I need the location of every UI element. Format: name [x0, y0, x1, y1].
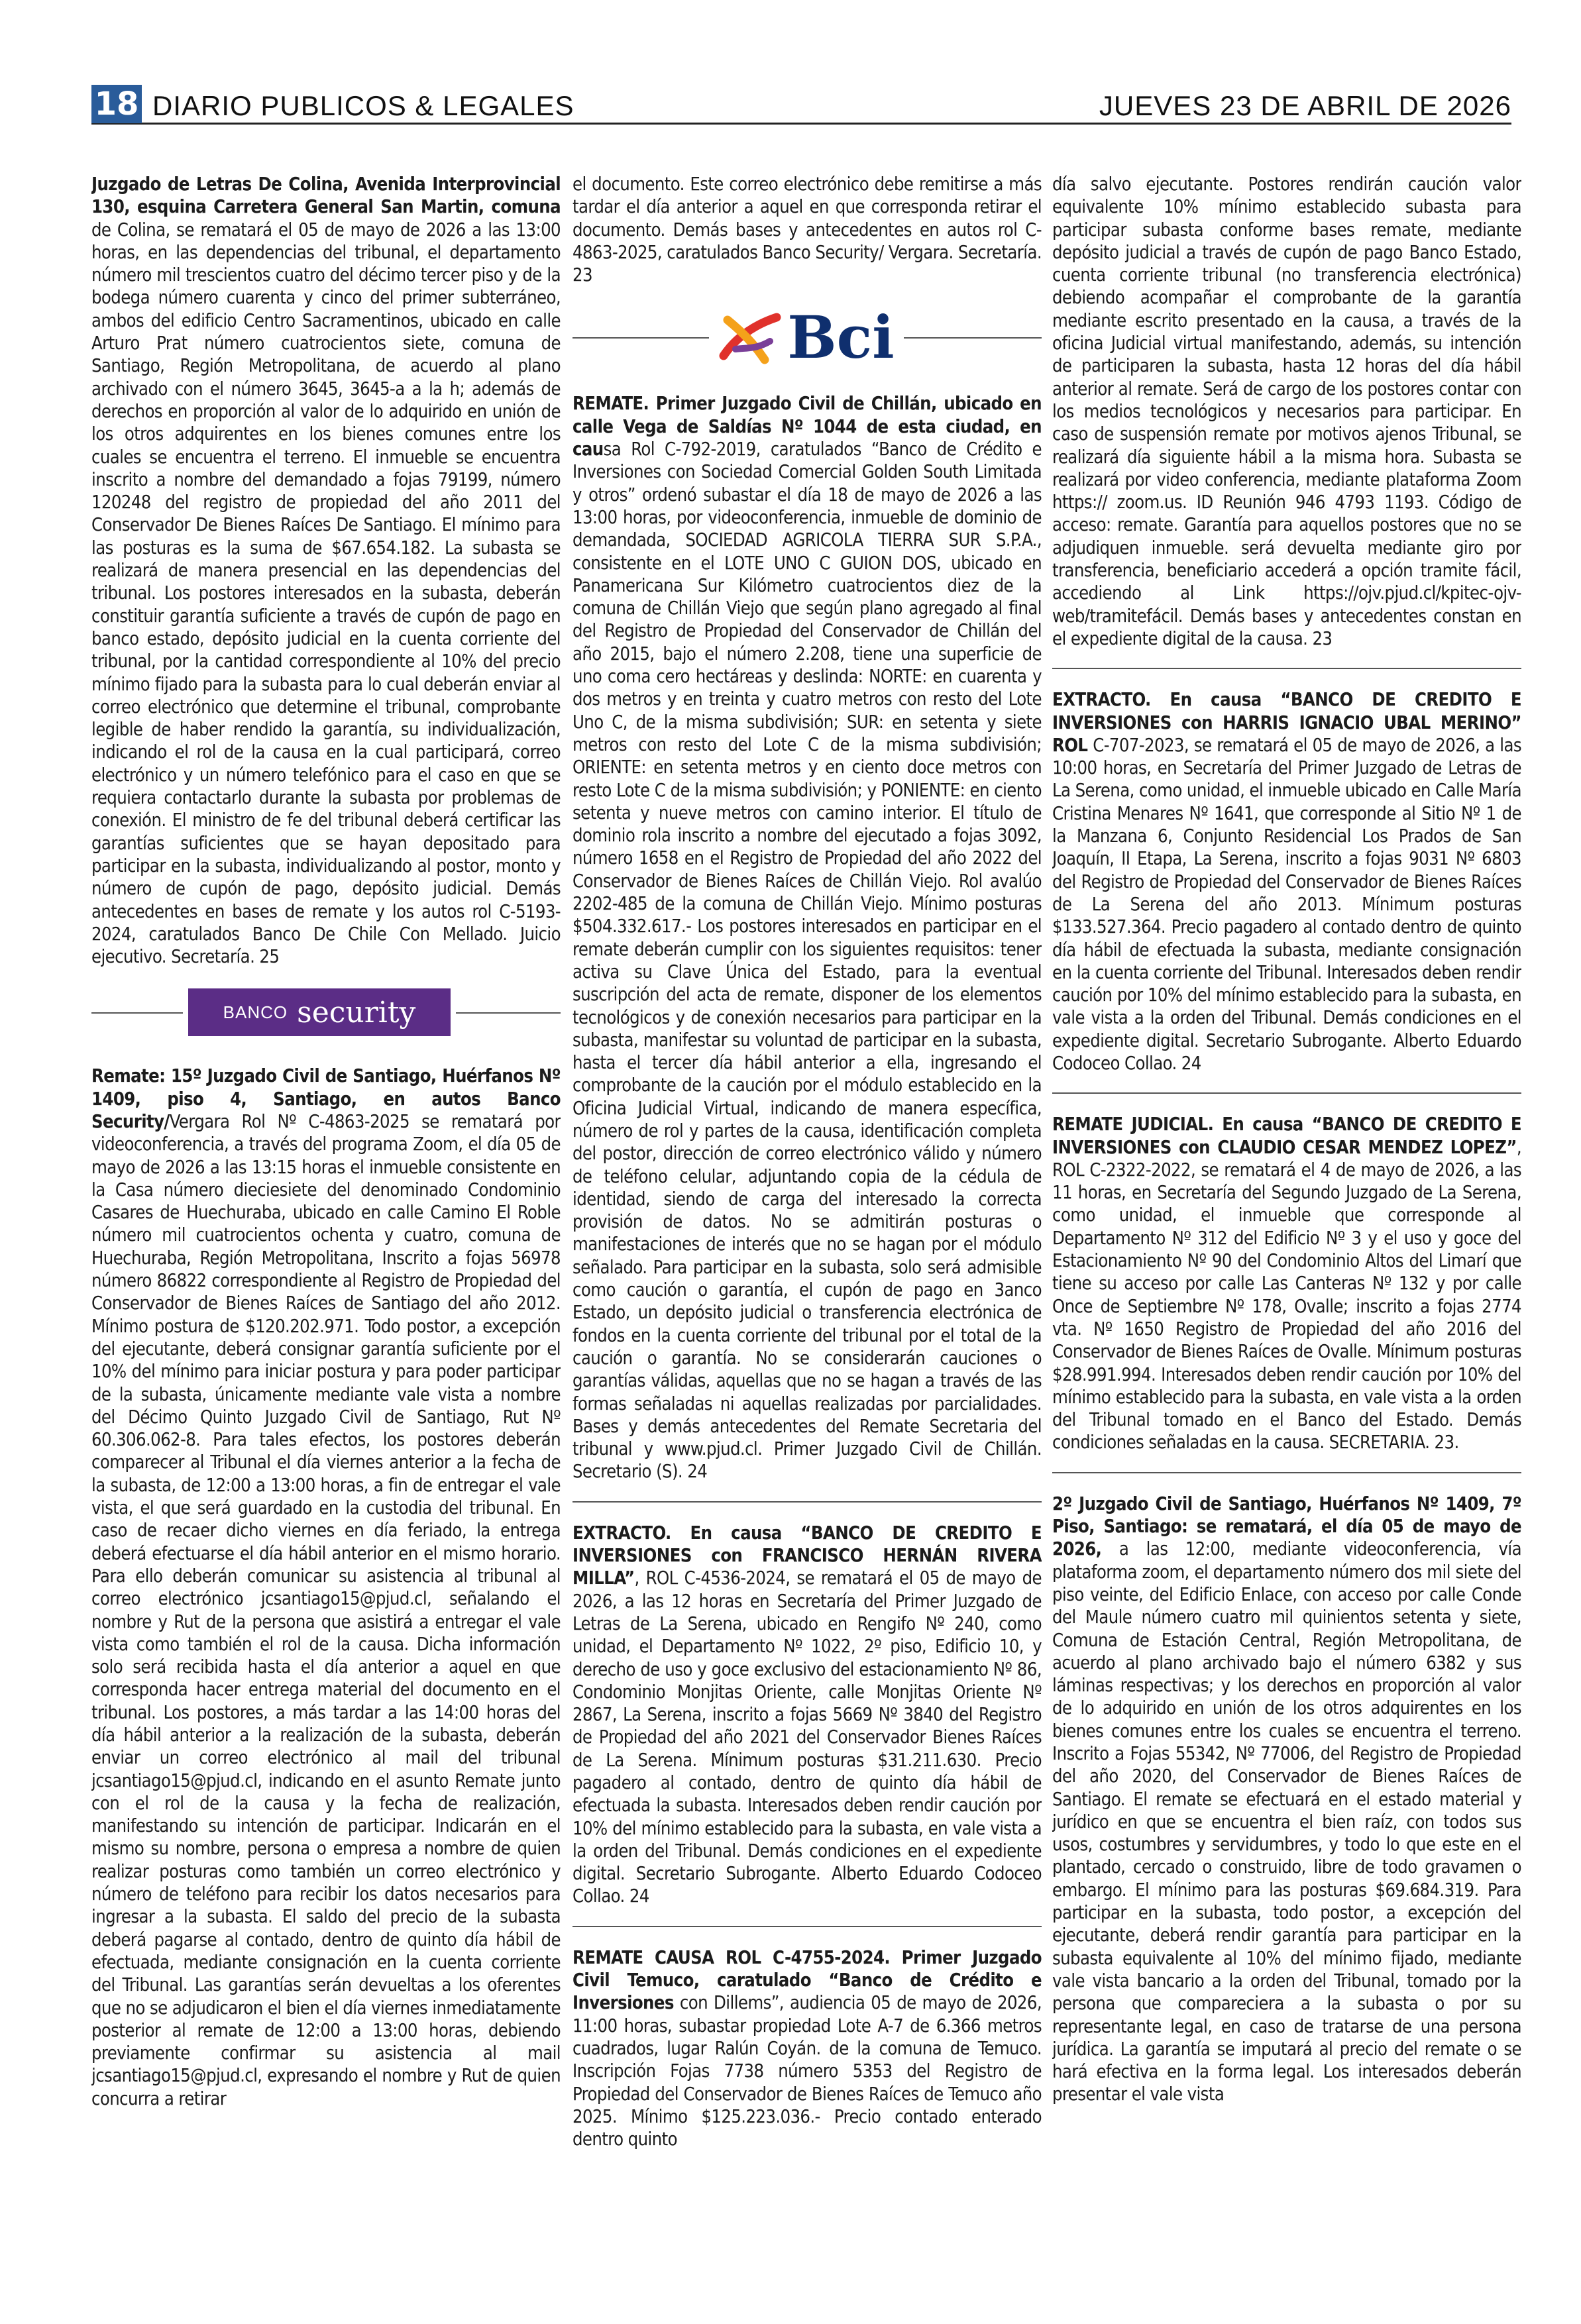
bci-logo-block [572, 304, 1042, 370]
issue-date: JUEVES 23 DE ABRIL DE 2026 [1099, 90, 1511, 121]
bci-logo [717, 304, 896, 370]
security-logo-block [91, 983, 561, 1041]
notice-body: , ROL C-4536-2024, se rematará el 05 de mayo de 2026, a las 12 horas en Secretaría del Primer Juzgado de Letras de La Serena, ubicado en Rengifo Nº 240, como unidad, el Departamento Nº 1022, 2º piso, Edificio 10, y derecho de uso y goce exclusivo del estacionamiento Nº 86, Condominio Monjitas Oriente, calle Monjitas Oriente Nº 2867, La Serena, inscrito a fojas 5669 Nº 3840 del Registro de Propiedad del año 2021 del Conservador Bienes Raíces de La Serena. Mínimum posturas $31.211.630. Precio pagadero al contado, dentro de quinto día hábil de efectuada la subasta. Interesados deben rendir caución por 10% del mínimo establecido para la subasta, en vale vista a la orden del Tribunal. Demás condiciones en el expediente digital. Secretario Subrogante. Alberto Eduardo Codoceo Collao. 24 [572, 1568, 1042, 1907]
divider [456, 1012, 561, 1014]
section-title: DIARIO PUBLICOS & LEGALES [152, 90, 574, 121]
page-header [91, 85, 1511, 125]
divider [572, 337, 709, 339]
notice-heading: EXTRACTO. En causa “BANCO DE CREDITO E INVERSIONES con HARRIS IGNACIO UBAL MERINO” ROL [1052, 690, 1521, 756]
notice-santiago15 [91, 1065, 561, 2111]
divider [1052, 1472, 1521, 1473]
bci-mark-icon [718, 309, 782, 365]
notice-colina [91, 174, 561, 969]
notice-body: C-707-2023, se rematará el 05 de mayo de 2026, a las 10:00 horas, en Secretaría del Primer Juzgado de Letras de La Serena, como unidad, el inmueble ubicado en Calle María Cristina Menares Nº 1641, que corresponde al Sitio Nº 1 de la Manzana 6, Conjunto Residencial Los Prados de San Joaquín, II Etapa, La Serena, inscrito a fojas 9031 Nº 6803 del Registro de Propiedad del Conservador de Bienes Raíces de La Serena del año 2013. Mínimum posturas $133.527.364. Precio pagadero al contado dentro de quinto día hábil de efectuada la subasta, mediante consignación en la cuenta corriente del Tribunal. Interesados deben rendir caución por 10% del mínimo establecido para la subasta, en vale vista a la orden del Tribunal. Demás condiciones en el expediente digital. Secretario Subrogante. Alberto Eduardo Codoceo Collao. 24 [1052, 735, 1521, 1074]
divider [1052, 1092, 1521, 1094]
notice-heading: Juzgado de Letras De Colina, Avenida Interprovincial 130, esquina Carretera General San Martin, comuna [91, 174, 561, 218]
notice-body: sa Rol C-792-2019, caratulados “Banco de Crédito e Inversiones con Sociedad Comercial Golden South Limitada y otros” ordenó subastar el día 18 de mayo de 2026 a las 13:00 horas, por videoconferencia, inmueble de dominio de demandada, SOCIEDAD AGRICOLA TIERRA SUR S.P.A., consistente en el LOTE UNO C GUION DOS, ubicado en Panamericana Sur Kilómetro cuatrocientos diez de la comuna de Chillán Viejo que según plano agregado al final del Registro de Propiedad del Conservador de Chillán del año 2015, bajo el número 2.208, tiene una superficie de uno coma cero hectáreas y deslinda: NORTE: en cuarenta y dos metros y en treinta y cuatro metros con resto del Lote Uno C, de la misma subdivisión; SUR: en setenta y siete metros con resto del Lote C de la misma subdivisión; ORIENTE: en setenta metros y en ciento doce metros con resto Lote C de la misma subdivisión; y PONIENTE: en ciento setenta y nueve metros con camino interior. El título de dominio rola inscrito a nombre del ejecutado a fojas 3092, número 1658 en el Registro de Propiedad del año 2022 del Conservador de Bienes Raíces de Chillán Viejo. Rol avalúo 2202-485 de la comuna de Chillán Viejo. Mínimo posturas $504.332.617.- Los postores interesados en participar en el remate deberán cumplir con los siguientes requisitos: tener activa su Clave Única del Estado, para la eventual suscripción del acta de remate, disponer de los elementos tecnológicos y de conexión necesarios para participar en la subasta, manifestar su voluntad de participar en la subasta, hasta el tercer día hábil anterior a ella, ingresando el comprobante de la caución por el módulo establecido en la Oficina Judicial Virtual, indicando de manera específica, número de rol y partes de la causa, identificación completa del postor, dirección de correo electrónico válido y número de teléfono celular, adjuntando copia de la cédula de identidad, siendo de carga del interesado la correcta provisión de datos. No se admitirán posturas o manifestaciones de interés que no se hagan por el módulo señalado. Para participar en la subasta, solo será admisible como caución o garantía, el cupón de pago en 3anco Estado, un depósito judicial o transferencia electrónica de fondos en la cuenta corriente del tribunal por el total de la caución o garantía. No se considerarán cauciones o garantías válidas, aquellas que no se hagan a través de las formas señaladas ni aquellas realizadas por parcialidades. Bases y demás antecedentes del Remate Secretaria del tribunal y www.pjud.cl. Primer Juzgado Civil de Chillán. Secretario (S). 24 [572, 439, 1042, 1483]
logo-prefix: BANCO [223, 1002, 288, 1022]
notice-heading: 2º Juzgado Civil de Santiago, Huérfanos Nº 1409, 7º Piso, Santiago: se rematará, el día 05 de mayo de 2026, [1052, 1493, 1521, 1560]
notice-body: Vergara Rol Nº C-4863-2025 se rematará por videoconferencia, a través del programa Zoom, el día 05 de mayo de 2026 a las 13:15 horas el inmueble consistente en la Casa número dieciesiete del denominado Condominio Casares de Huechuraba, ubicado en calle Camino El Roble número mil cuatrocientos ochenta y cuatro, comuna de Huechuraba, Región Metropolitana, Inscrito a fojas 56978 número 86822 correspondiente al Registro de Propiedad del Conservador de Bienes Raíces de Santiago del año 2012. Mínimo postura de $120.202.971. Todo postor, a excepción del ejecutante, deberá consignar garantía suficiente por el 10% del mínimo para iniciar postura y para poder participar de la subasta, únicamente mediante vale vista a nombre del Décimo Quinto Juzgado Civil de Santiago, Rut Nº 60.306.062-8. Para tales efectos, los postores deberán comparecer al Tribunal el día viernes anterior a la fecha de la subasta, de 12:00 a 13:00 horas, a fin de entregar el vale vista, el que será guardado en la custodia del tribunal. En caso de recaer dicho viernes en día feriado, la entrega deberá efectuarse el día hábil anterior en el mismo horario. Para ello deberán comunicar su asistencia al tribunal al correo electrónico jcsantiago15@pjud.cl, señalando el nombre y Rut de la persona que asistirá a entregar el vale vista como también el rol de la causa. Dicha información solo será recibida hasta el día anterior a aquel en que corresponda hacer entrega material del documento en el tribunal. Los postores, a más tardar a las 14:00 horas del día hábil anterior a la realización de la subasta, deberán enviar un correo electrónico al mail del tribunal jcsantiago15@pjud.cl, indicando en el asunto Remate junto con el rol de la causa y la fecha de realización, manifestando su intención de participar. Indicarán en el mismo su nombre, persona o empresa a nombre de quien realizar posturas como también un correo electrónico y número de teléfono para recibir los datos necesarios para ingresar a la subasta. El saldo del precio de la subasta deberá pagarse al contado, dentro de quinto día hábil de efectuada, mediante consignación en la cuenta corriente del Tribunal. Las garantías serán devueltas a los oferentes que no se adjudicaron el bien el día viernes inmediatamente posterior al remate de 12:00 a 13:00 horas, debiendo previamente confirmar su asistencia al mail jcsantiago15@pjud.cl, expresando el nombre y Rut de quien concurra a retirar [91, 1111, 561, 2109]
column-left [91, 174, 561, 2294]
divider [572, 1501, 1042, 1503]
logo-name: security [297, 995, 416, 1030]
notice-chillan [572, 393, 1042, 1483]
notice-rivera [572, 1522, 1042, 1909]
divider [904, 337, 1042, 339]
notice-heading: REMATE JUDICIAL. En causa “BANCO DE CREDITO E INVERSIONES con CLAUDIO CESAR MENDEZ LOPEZ” [1052, 1114, 1521, 1158]
notice-heading: Remate: 15º Juzgado Civil de Santiago, Huérfanos Nº 1409, piso 4, Santiago, en autos Banco Security/ [91, 1066, 561, 1132]
notice-mendez [1052, 1114, 1521, 1454]
notice-temuco-continuation: día salvo ejecutante. Postores rendirán caución valor equivalente 10% mínimo establecido subasta para participar subasta conforme bases remate, mediante depósito judicial a través de cupón de pago Banco Estado, cuenta corriente tribunal (no transferencia electrónica) debiendo acompañar el comprobante de la garantía mediante escrito presentado en la causa, a través de la oficina Judicial virtual manifestando, además, su intención de participaren la subasta, hasta 12 horas del día hábil anterior al remate. Será de cargo de los postores contar con los medios tecnológicos y necesarios para participar. En caso de suspensión remate por motivos ajenos Tribunal, se realizará día siguiente hábil a la misma hora. Subasta se realizará por video conferencia, mediante plataforma Zoom https:// zoom.us. ID Reunión 946 4793 1193. Código de acceso: remate. Garantía para aquellos postores que no se adjudiquen inmueble. será devuelta mediante giro por transferencia, beneficiario accederá a opción tramite fácil, accediendo al Link https://ojv.pjud.cl/kpitec-ojv-web/tramitefácil. Demás bases y antecedentes constan en el expediente digital de la causa. 23 [1052, 174, 1521, 649]
column-middle [572, 174, 1042, 2294]
notice-body: de Colina, se rematará el 05 de mayo de 2026 a las 13:00 horas, en las dependencias del tribunal, el departamento número mil trescientos cuatro del décimo tercer piso y de la bodega número cuarenta y cinco del primer subterráneo, ambos del edificio Centro Sacramentinos, ubicado en calle Arturo Prat número cuatrocientos siete, comuna de Santiago, Región Metropolitana, de acuerdo al plano archivado con el número 3645, 3645-a a la h; además de derechos en proporción al valor de lo adquirido en unión de los otros adquirentes en los bienes comunes entre los cuales se encuentra el terreno. El inmueble se encuentra inscrito a nombre del demandado a fojas 79199, número 120248 del registro de propiedad del año 2011 del Conservador De Bienes Raíces De Santiago. El mínimo para las posturas es la suma de $67.654.182. La subasta se realizará de manera presencial en las dependencias del tribunal. Los postores interesados en la subasta, deberán constituir garantía suficiente a través de cupón de pago en banco estado, depósito judicial en la cuenta corriente del tribunal, por la cantidad correspondiente al 10% del precio mínimo fijado para la subasta para lo cual deberán enviar al correo electrónico que determine el tribunal, comprobante legible de haber rendido la garantía, su individualización, indicando el rol de la causa en la cual participará, correo electrónico y un número telefónico para el caso en que se requiera contactarlo durante la subasta por problemas de conexión. El ministro de fe del tribunal deberá certificar las garantías suficientes que se hayan depositado para participar en la subasta, individualizando al postor, monto y número de cupón de pago, depósito judicial. Demás antecedentes en bases de remate y los autos rol C-5193-2024, caratulados Banco De Chile Con Mellado. Juicio ejecutivo. Secretaría. 25 [91, 219, 561, 968]
divider [1052, 668, 1521, 669]
notice-body: , ROL C-2322-2022, se rematará el 4 de mayo de 2026, a las 11 horas, en Secretaría del Segundo Juzgado de La Serena, como unidad, el inmueble que corresponde al Departamento Nº 312 del Edificio Nº 3 y el uso y goce del Estacionamiento Nº 90 del Condominio Altos del Limarí que tiene su acceso por calle Las Canteras Nº 132 y por calle Once de Septiembre Nº 178, Ovalle; inscrito a fojas 2774 vta. Nº 1650 Registro de Propiedad del año 2016 del Conservador de Bienes Raíces de Ovalle. Mínimum posturas $28.991.994. Interesados deben rendir caución por 10% del mínimo establecido para la subasta, en vale vista a la orden del Tribunal tomado en el Banco del Estado. Demás condiciones señaladas en la causa. SECRETARIA. 23. [1052, 1137, 1521, 1453]
column-right [1052, 174, 1521, 2294]
notice-santiago15-continuation: el documento. Este correo electrónico debe remitirse a más tardar el día anterior a aquel en que corresponda retirar el documento. Demás bases y antecedentes en autos rol C-4863-2025, caratulados Banco Security/ Vergara. Secretaría. 23 [572, 174, 1042, 286]
notice-body: con Dillems”, audiencia 05 de mayo de 2026, 11:00 horas, subastar propiedad Lote A-7 de 6.366 metros cuadrados, lugar Ralún Coyán. de la comuna de Temuco. Inscripción Fojas 7738 número 5353 del Registro de Propiedad del Conservador de Bienes Raíces de Temuco año 2025. Mínimo $125.223.036.- Precio contado enterado dentro quinto [572, 1993, 1042, 2150]
banco-security-logo [188, 988, 451, 1036]
notice-body: a las 12:00, mediante videoconferencia, vía plataforma zoom, el departamento número dos mil siete del piso veinte, del Edificio Enlace, con acceso por calle Conde del Maule número cuatro mil quinientos setenta y siete, Comuna de Estación Central, Región Metropolitana, de acuerdo al plano archivado bajo el número 6382 y sus láminas respectivas; y los derechos en proporción al valor de lo adquirido en unión de los otros adquirentes en los bienes comunes entre los cuales se encuentra el terreno. Inscrito a Fojas 55342, Nº 77006, del Registro de Propiedad del año 2020, del Conservador de Bienes Raíces de Santiago. El remate se efectuará en el estado material y jurídico en que se encuentra el bien raíz, con todos sus usos, costumbres y servidumbres, y todo lo que este en el plantado, cercado o construido, libre de todo gravamen o embargo. El mínimo para las posturas $69.684.319. Para participar en la subasta, todo postor, a excepción del ejecutante, deberá rendir garantía para participar en la subasta equivalente al 10% del mínimo fijado, mediante vale vista bancario a la orden del Tribunal, tomado por la persona que compareciera a la subasta o por su representante legal, en caso de tratarse de una persona jurídica. La garantía se imputará al precio del remate o se hará efectiva en la forma legal. Los interesados deberán presentar el vale vista [1052, 1539, 1521, 2105]
notice-heading: REMATE CAUSA ROL C-4755-2024. Primer Juzgado Civil Temuco, caratulado “Banco de Crédito e Inversiones [572, 1947, 1042, 2014]
divider [572, 1926, 1042, 1927]
notice-temuco [572, 1947, 1042, 2152]
notice-santiago2 [1052, 1493, 1521, 2107]
bci-wordmark: Bci [787, 303, 895, 372]
notice-heading: EXTRACTO. En causa “BANCO DE CREDITO E INVERSIONES con FRANCISCO HERNÁN RIVERA MILLA” [572, 1522, 1042, 1589]
notice-heading: REMATE. Primer Juzgado Civil de Chillán, ubicado en calle Vega de Saldías Nº 1044 de esta ciudad, en cau [572, 394, 1042, 460]
notice-ubal [1052, 689, 1521, 1075]
divider [91, 1012, 183, 1014]
page-number: 18 [91, 85, 142, 123]
